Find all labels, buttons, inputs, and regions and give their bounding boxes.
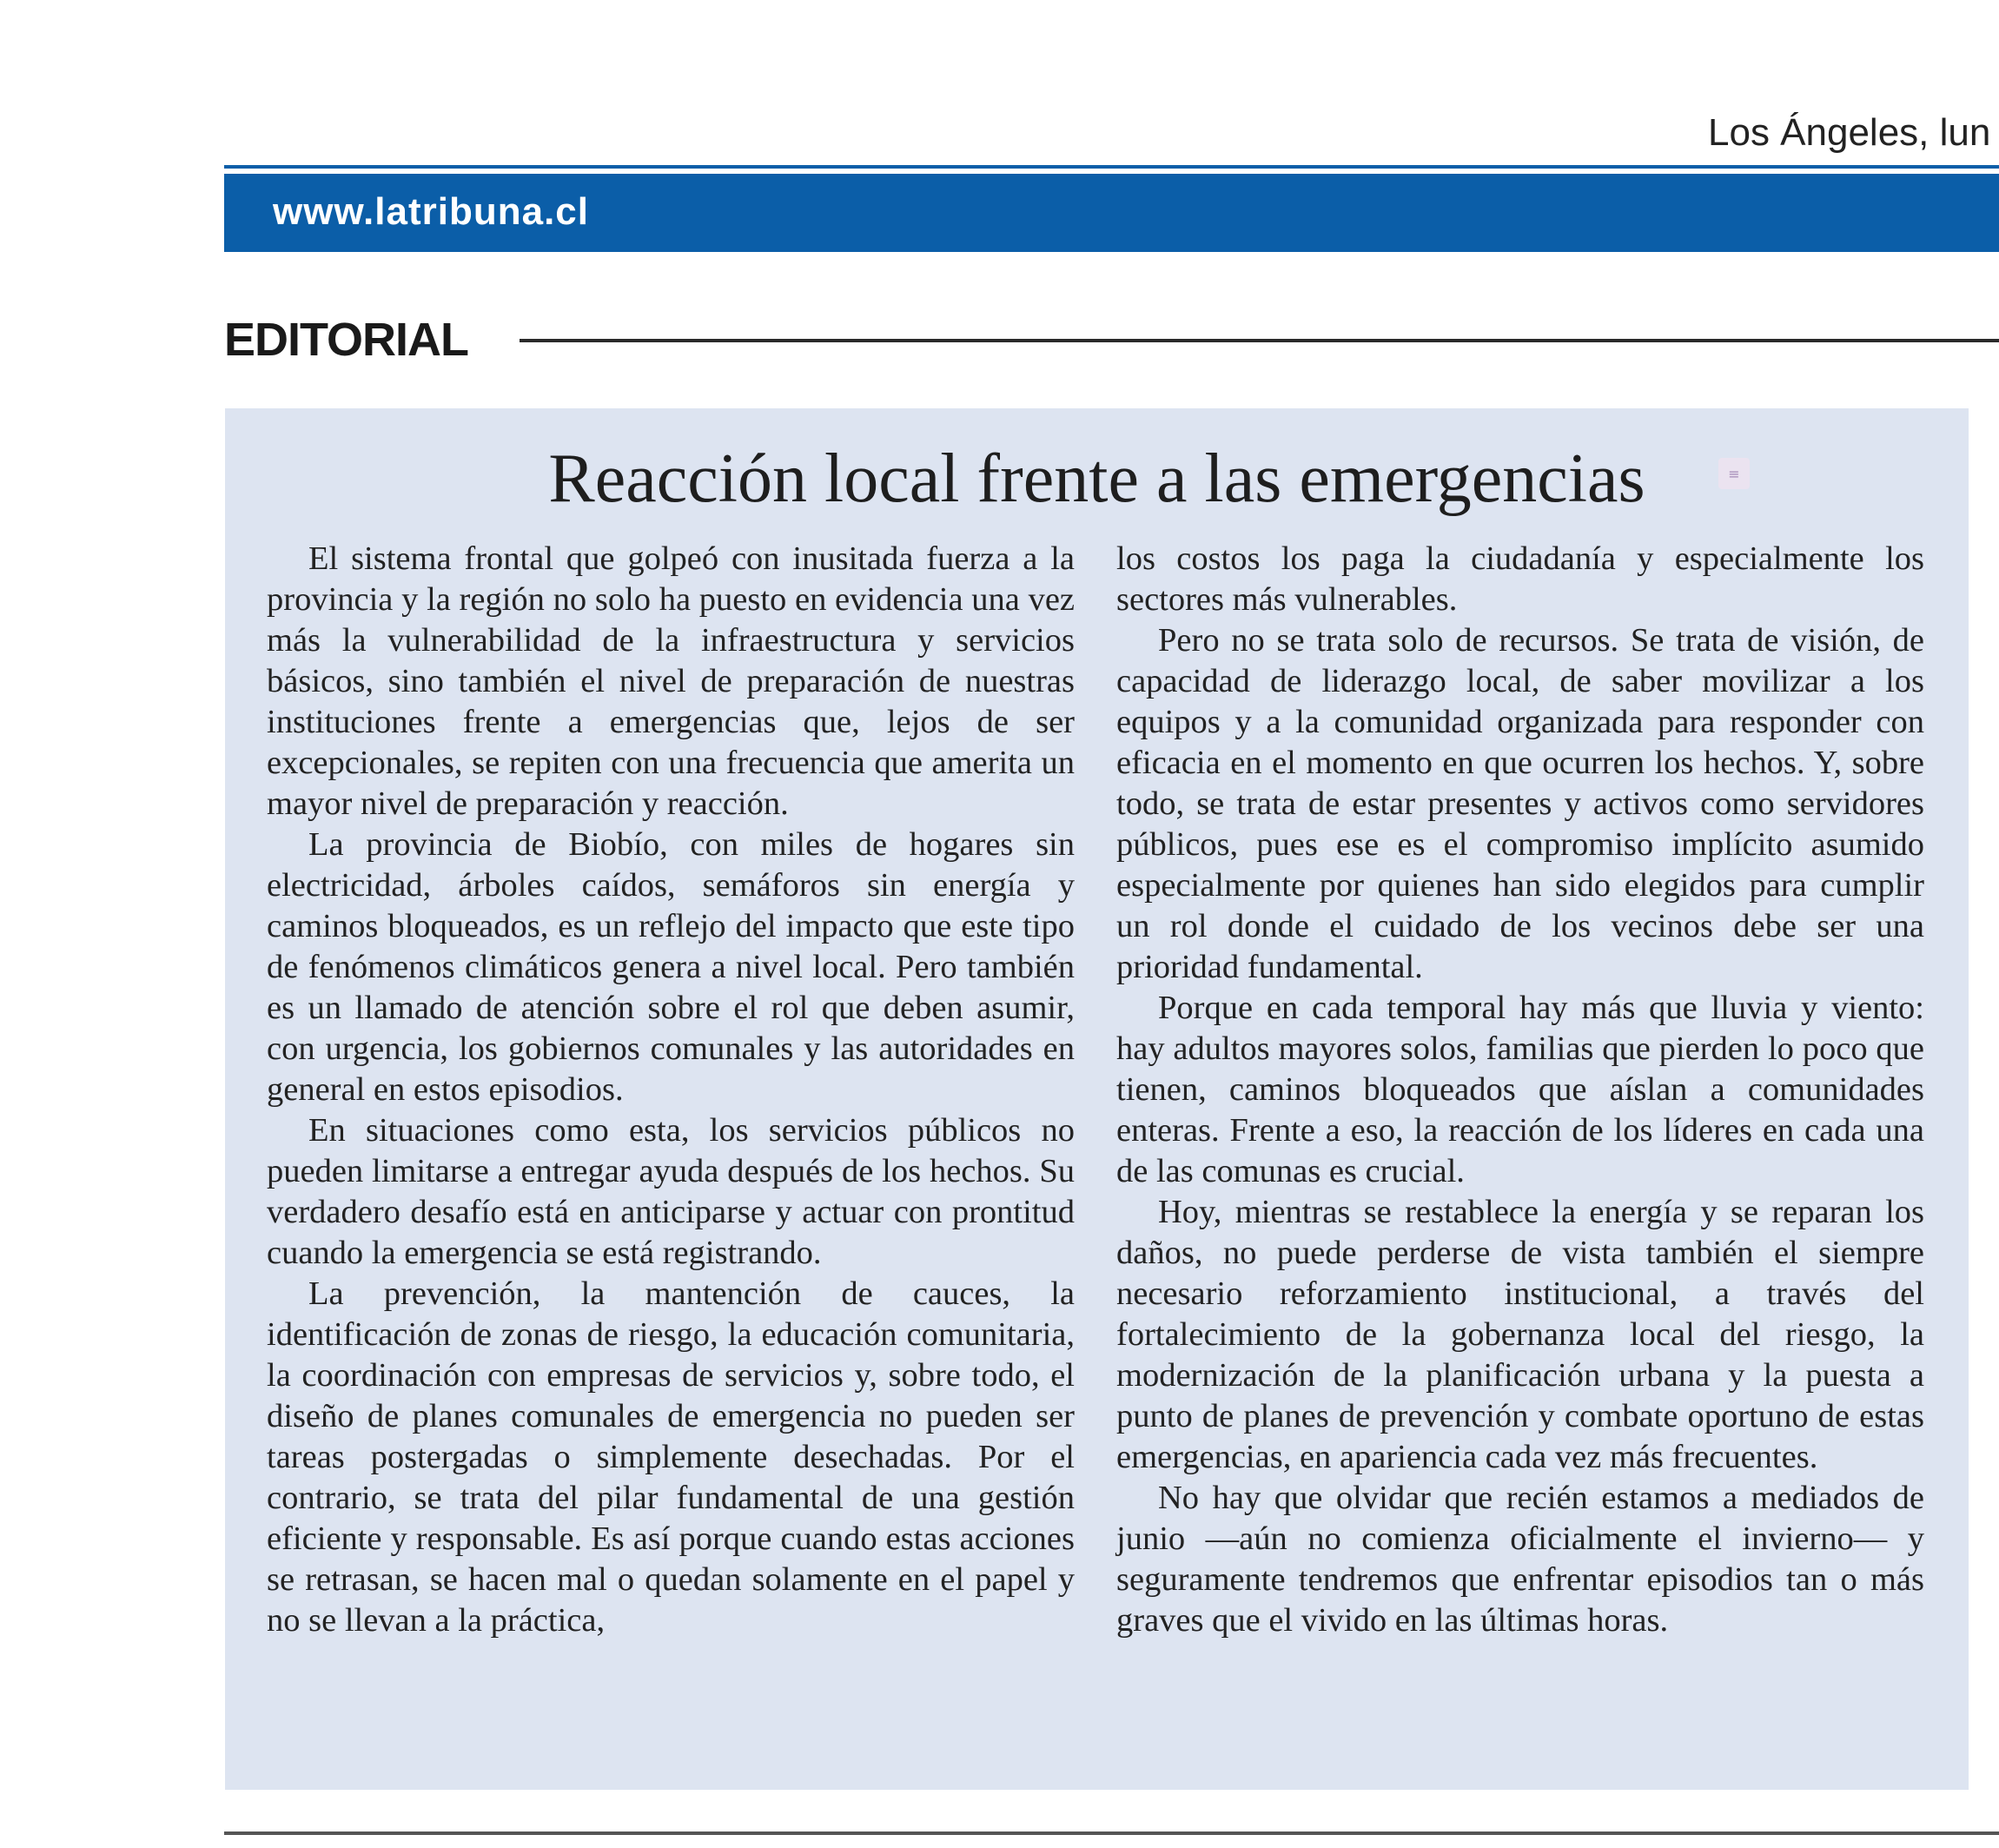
text-column-left: [267, 539, 1075, 1641]
footer-rule: [224, 1831, 1999, 1835]
paragraph: La provincia de Biobío, con miles de hogares sin electricidad, árboles caídos, semáforos sin energía y caminos bloqueados, es un reflejo del impacto que este tipo de fenómenos climáticos genera a nivel local. Pero también es un llamado de atención sobre el rol que deben asumir, con urgencia, los gobiernos comunales y las autoridades en general en estos episodios.: [267, 826, 1075, 1108]
paragraph: La prevención, la mantención de cauces, la identificación de zonas de riesgo, la educación comunitaria, la coordinación con empresas de servicios y, sobre todo, el diseño de planes comunales de emergencia no pueden ser tareas postergadas o simplemente desechadas. Por el contrario, se trata del pilar fundamental de una gestión eficiente y responsable. Es así porque cuando estas acciones se retrasan, se hacen mal o quedan solamente en el papel y no se llevan a la práctica,: [267, 1275, 1075, 1639]
header-top-rule: [224, 165, 1999, 169]
paragraph: El sistema frontal que golpeó con inusitada fuerza a la provincia y la región no solo ha puesto en evidencia una vez más la vulnerabilidad de la infraestructura y servicios básicos, sino también el nivel de preparación de nuestras instituciones frente a emergencias que, lejos de ser excepcionales, se repiten con una frecuencia que amerita un mayor nivel de preparación y reacción.: [267, 540, 1075, 822]
website-link[interactable]: www.latribuna.cl: [273, 190, 589, 233]
paragraph: Hoy, mientras se restablece la energía y se reparan los daños, no puede perderse de vista también el siempre necesario reforzamiento institucional, a través del fortalecimiento de la gobernanza local del riesgo, la modernización de la planificación urbana y la puesta a punto de planes de prevención y combate oportuno de estas emergencias, en apariencia cada vez más frecuentes.: [1116, 1194, 1924, 1475]
note-icon[interactable]: ≡: [1718, 458, 1750, 489]
paragraph: Porque en cada temporal hay más que lluvia y viento: hay adultos mayores solos, familias que pierden lo poco que tienen, caminos bloqueados que aíslan a comunidades enteras. Frente a eso, la reacción de los líderes en cada una de las comunas es crucial.: [1116, 990, 1924, 1189]
editorial-box: [225, 408, 1969, 1790]
section-title: EDITORIAL: [224, 314, 469, 366]
paragraph: No hay que olvidar que recién estamos a mediados de junio —aún no comienza oficialmente el invierno— y seguramente tendremos que enfrentar episodios tan o más graves que el vivido en las últimas horas.: [1116, 1480, 1924, 1639]
section-divider: [520, 339, 1999, 342]
header-banner: [224, 174, 1999, 252]
dateline: Los Ángeles, lun: [1708, 111, 1991, 154]
paragraph-continuation: los costos los paga la ciudadanía y especialmente los sectores más vulnerables.: [1116, 540, 1924, 618]
paragraph: En situaciones como esta, los servicios públicos no pueden limitarse a entregar ayuda después de los hechos. Su verdadero desafío está en anticiparse y actuar con prontitud cuando la emergencia se está registrando.: [267, 1112, 1075, 1271]
headline: Reacción local frente a las emergencias: [548, 440, 1645, 517]
text-column-right: [1116, 539, 1924, 1641]
paragraph: Pero no se trata solo de recursos. Se trata de visión, de capacidad de liderazgo local, de saber movilizar a los equipos y a la comunidad organizada para responder con eficacia en el momento en que ocurren los hechos. Y, sobre todo, se trata de estar presentes y activos como servidores públicos, pues ese es el compromiso implícito asumido especialmente por quienes han sido elegidos para cumplir un rol donde el cuidado de los vecinos debe ser una prioridad fundamental.: [1116, 622, 1924, 985]
